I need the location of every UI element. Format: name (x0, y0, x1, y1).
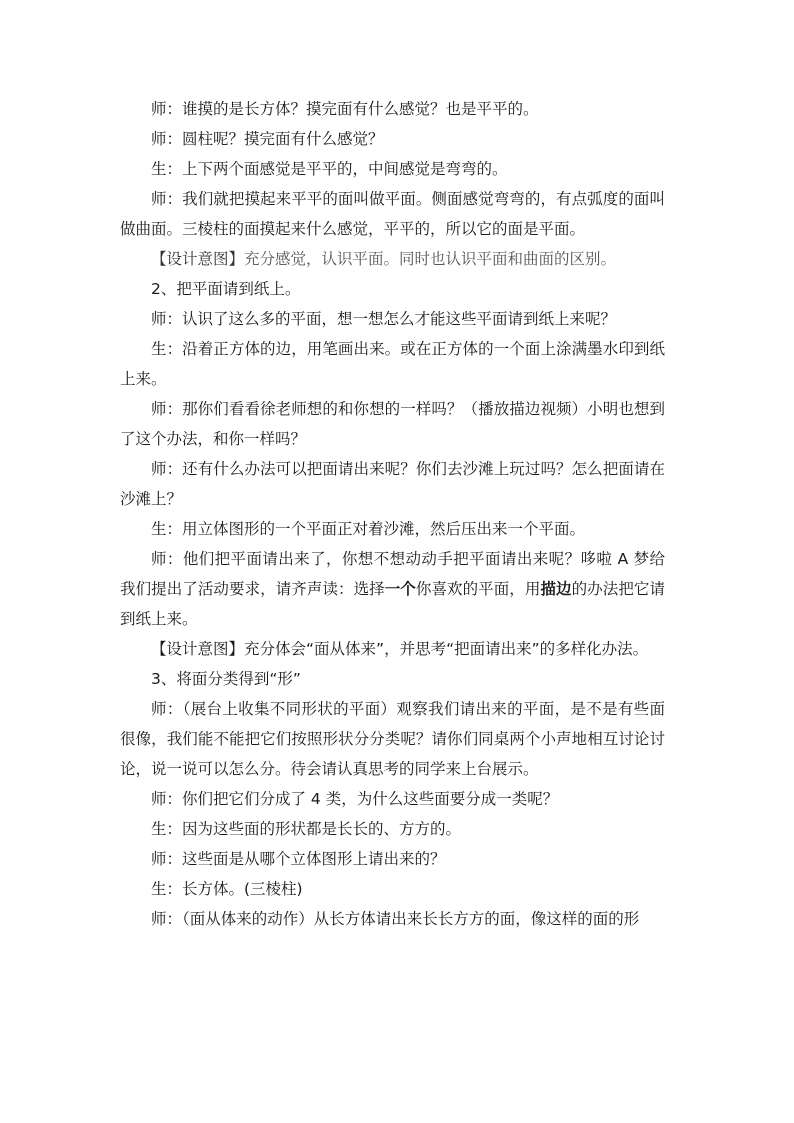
bold-text: 一个 (384, 580, 416, 598)
paragraph: 生：因为这些面的形状都是长长的、方方的。 (151, 820, 462, 838)
paragraph: 生：用立体图形的一个平面正对着沙滩，然后压出来一个平面。 (151, 520, 586, 538)
paragraph: 生：沿着正方体的边，用笔画出来。或在正方体的一个面上涂满墨水印到纸上来。 (120, 340, 665, 388)
paragraph: 师：这些面是从哪个立体图形上请出来的？ (151, 850, 446, 868)
design-intent-tag: 【设计意图】 (151, 250, 245, 268)
paragraph: 师：圆柱呢？摸完面有什么感觉？ (151, 130, 384, 148)
design-intent-text: 充分体会“面从体来”，并思考“把面请出来”的多样化办法。 (244, 640, 649, 658)
design-intent-text: 充分感觉，认识平面。同时也认识平面和曲面的区别。 (244, 250, 617, 268)
paragraph: 师：那你们看看徐老师想的和你想的一样吗？（播放描边视频）小明也想到了这个办法，和你一样吗？ (120, 400, 665, 448)
paragraph: 师：还有什么办法可以把面请出来呢？你们去沙滩上玩过吗？怎么把面请在沙滩上？ (120, 460, 665, 508)
design-intent-paragraph (120, 634, 665, 664)
paragraph: 师：（展台上收集不同形状的平面）观察我们请出来的平面，是不是有些面很像，我们能不能把它们按照形状分分类呢？请你们同桌两个小声地相互讨论讨论，说一说可以怎么分。待会请认真思考的同学来上台展示。 (120, 700, 665, 778)
bold-text: 描边 (540, 580, 572, 598)
text-run: 你喜欢的平面，用 (415, 580, 541, 598)
paragraph: 生：上下两个面感觉是平平的，中间感觉是弯弯的。 (151, 160, 508, 178)
design-intent-paragraph (120, 244, 665, 274)
section-heading: 2、把平面请到纸上。 (151, 280, 301, 298)
paragraph: 师：认识了这么多的平面，想一想怎么才能这些平面请到纸上来呢？ (151, 310, 617, 328)
paragraph: 师：（面从体来的动作）从长方体请出来长长方方的面，像这样的面的形 (151, 910, 640, 928)
design-intent-tag: 【设计意图】 (151, 640, 245, 658)
document-page (120, 94, 665, 934)
paragraph: 生：长方体。(三棱柱) (151, 880, 303, 898)
text-run: 师：他们把平面请出来了，你想不想动动手把平面请出来呢？哆啦 A 梦给我们提出了活动要求，请齐声读：选择 (120, 550, 665, 598)
paragraph: 师：谁摸的是长方体？摸完面有什么感觉？也是平平的。 (151, 100, 539, 118)
paragraph: 师：你们把它们分成了 4 类，为什么这些面要分成一类呢？ (151, 790, 559, 808)
paragraph-with-emphasis (120, 544, 665, 634)
paragraph: 师：我们就把摸起来平平的面叫做平面。侧面感觉弯弯的，有点弧度的面叫做曲面。三棱柱的面摸起来什么感觉，平平的，所以它的面是平面。 (120, 190, 665, 238)
text-run: 的办法把它请到纸上来。 (120, 580, 665, 628)
section-heading: 3、将面分类得到“形” (151, 670, 301, 688)
